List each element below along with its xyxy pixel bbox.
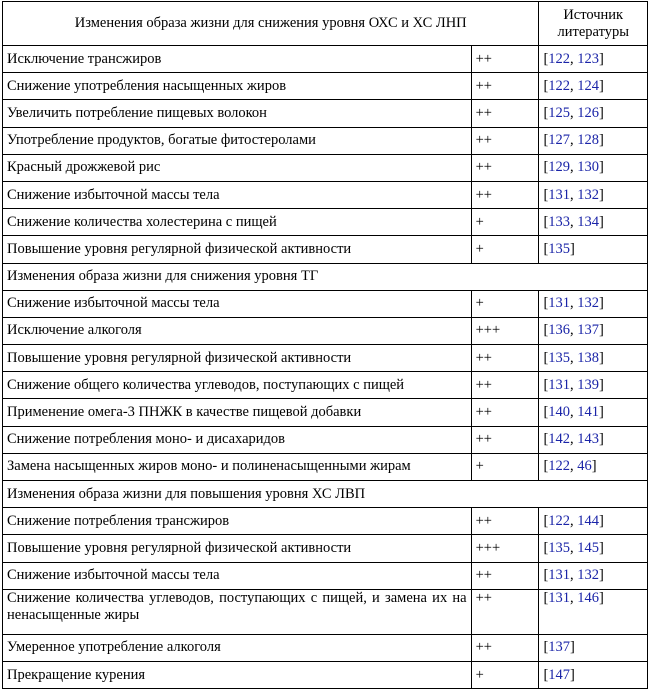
- measure-text: Исключение трансжиров: [3, 46, 472, 73]
- reference-link[interactable]: 131: [548, 295, 571, 312]
- section-header-row: [3, 481, 648, 508]
- table-row: [3, 562, 648, 589]
- references-cell: [131, 132]: [539, 290, 648, 317]
- references-cell: [122, 144]: [539, 508, 648, 535]
- lifestyle-table: [2, 1, 648, 689]
- references-cell: [135, 138]: [539, 345, 648, 372]
- table-row: [3, 372, 648, 399]
- evidence-mark: +: [471, 209, 539, 236]
- reference-link[interactable]: 141: [577, 404, 600, 421]
- evidence-mark: ++: [471, 399, 539, 426]
- references-cell: [147]: [539, 661, 648, 688]
- evidence-mark: ++: [471, 426, 539, 453]
- references-cell: [140, 141]: [539, 399, 648, 426]
- measure-text: Повышение уровня регулярной физической активности: [3, 535, 472, 562]
- evidence-mark: +: [471, 453, 539, 480]
- evidence-mark: +: [471, 661, 539, 688]
- table-row: [3, 508, 648, 535]
- section-header-row: [3, 263, 648, 290]
- header-source: Источник литературы: [539, 2, 648, 46]
- reference-link[interactable]: 146: [577, 589, 600, 606]
- references-cell: [122, 46]: [539, 453, 648, 480]
- evidence-mark: +: [471, 290, 539, 317]
- measure-text: Применение омега-3 ПНЖК в качестве пищевой добавки: [3, 399, 472, 426]
- measure-text: Снижение общего количества углеводов, поступающих с пищей: [3, 372, 472, 399]
- measure-text: Замена насыщенных жиров моно- и полиненасыщенными жирам: [3, 453, 472, 480]
- evidence-mark: ++: [471, 181, 539, 208]
- reference-link[interactable]: 127: [548, 132, 571, 149]
- evidence-mark: +: [471, 236, 539, 263]
- measure-text: Снижение избыточной массы тела: [3, 290, 472, 317]
- reference-link[interactable]: 135: [548, 240, 571, 257]
- reference-link[interactable]: 136: [548, 322, 571, 339]
- table-row: [3, 290, 648, 317]
- measure-text: Повышение уровня регулярной физической активности: [3, 345, 472, 372]
- reference-link[interactable]: 125: [548, 104, 571, 121]
- references-cell: [122, 124]: [539, 73, 648, 100]
- reference-link[interactable]: 122: [548, 512, 571, 529]
- header-lifestyle: Изменения образа жизни для снижения уровня ОХС и ХС ЛНП: [3, 2, 539, 46]
- evidence-mark: +++: [471, 535, 539, 562]
- measure-text: Красный дрожжевой рис: [3, 154, 472, 181]
- references-cell: [136, 137]: [539, 317, 648, 344]
- references-cell: [129, 130]: [539, 154, 648, 181]
- reference-link[interactable]: 142: [548, 431, 571, 448]
- evidence-mark: ++: [471, 508, 539, 535]
- measure-text: Умеренное употребление алкоголя: [3, 634, 472, 661]
- references-cell: [122, 123]: [539, 46, 648, 73]
- evidence-mark: ++: [471, 372, 539, 399]
- reference-link[interactable]: 122: [548, 77, 571, 94]
- evidence-mark: ++: [471, 634, 539, 661]
- reference-link[interactable]: 126: [577, 104, 600, 121]
- measure-text: Снижение потребления моно- и дисахаридов: [3, 426, 472, 453]
- references-cell: [133, 134]: [539, 209, 648, 236]
- measure-text: Прекращение курения: [3, 661, 472, 688]
- measure-text: Повышение уровня регулярной физической активности: [3, 236, 472, 263]
- table-row: [3, 209, 648, 236]
- measure-text: Увеличить потребление пищевых волокон: [3, 100, 472, 127]
- reference-link[interactable]: 132: [577, 567, 600, 584]
- measure-text: Снижение избыточной массы тела: [3, 181, 472, 208]
- table-row: [3, 589, 648, 634]
- reference-link[interactable]: 144: [577, 512, 600, 529]
- reference-link[interactable]: 131: [548, 186, 571, 203]
- table-row: [3, 127, 648, 154]
- reference-link[interactable]: 128: [577, 132, 600, 149]
- table-body: [3, 46, 648, 689]
- evidence-mark: ++: [471, 46, 539, 73]
- measure-text: Снижение употребления насыщенных жиров: [3, 73, 472, 100]
- section-title: Изменения образа жизни для снижения уровня ТГ: [3, 263, 648, 290]
- reference-link[interactable]: 139: [577, 376, 600, 393]
- reference-link[interactable]: 135: [548, 539, 571, 556]
- reference-link[interactable]: 131: [548, 567, 571, 584]
- references-cell: [137]: [539, 634, 648, 661]
- table-row: [3, 535, 648, 562]
- reference-link[interactable]: 123: [577, 50, 600, 67]
- section-title: Изменения образа жизни для повышения уровня ХС ЛВП: [3, 481, 648, 508]
- reference-link[interactable]: 137: [548, 639, 571, 656]
- table-row: [3, 154, 648, 181]
- reference-link[interactable]: 134: [577, 213, 600, 230]
- reference-link[interactable]: 143: [577, 431, 600, 448]
- reference-link[interactable]: 135: [548, 349, 571, 366]
- measure-text: Употребление продуктов, богатые фитостеролами: [3, 127, 472, 154]
- reference-link[interactable]: 133: [548, 213, 571, 230]
- evidence-mark: ++: [471, 154, 539, 181]
- references-cell: [125, 126]: [539, 100, 648, 127]
- evidence-mark: ++: [471, 100, 539, 127]
- evidence-mark: ++: [471, 127, 539, 154]
- references-cell: [131, 132]: [539, 181, 648, 208]
- references-cell: [135, 145]: [539, 535, 648, 562]
- table-row: [3, 236, 648, 263]
- table-row: [3, 73, 648, 100]
- measure-text: Снижение потребления трансжиров: [3, 508, 472, 535]
- references-cell: [135]: [539, 236, 648, 263]
- reference-link[interactable]: 131: [548, 376, 571, 393]
- reference-link[interactable]: 124: [577, 77, 600, 94]
- references-cell: [131, 132]: [539, 562, 648, 589]
- reference-link[interactable]: 122: [548, 458, 571, 475]
- table-row: [3, 661, 648, 688]
- reference-link[interactable]: 129: [548, 159, 571, 176]
- references-cell: [142, 143]: [539, 426, 648, 453]
- table-row: [3, 100, 648, 127]
- reference-link[interactable]: 46: [577, 458, 592, 475]
- reference-link[interactable]: 130: [577, 159, 600, 176]
- table-row: [3, 634, 648, 661]
- references-cell: [131, 139]: [539, 372, 648, 399]
- measure-text: Снижение количества холестерина с пищей: [3, 209, 472, 236]
- references-cell: [131, 146]: [539, 589, 648, 634]
- evidence-mark: ++: [471, 589, 539, 634]
- table-row: [3, 317, 648, 344]
- table-row: [3, 181, 648, 208]
- table-row: [3, 426, 648, 453]
- reference-link[interactable]: 147: [548, 666, 571, 683]
- table-row: [3, 345, 648, 372]
- reference-link[interactable]: 132: [577, 295, 600, 312]
- reference-link[interactable]: 145: [577, 539, 600, 556]
- reference-link[interactable]: 131: [548, 589, 571, 606]
- reference-link[interactable]: 132: [577, 186, 600, 203]
- evidence-mark: ++: [471, 73, 539, 100]
- evidence-mark: ++: [471, 562, 539, 589]
- measure-text: Снижение избыточной массы тела: [3, 562, 472, 589]
- header-row: [3, 2, 648, 46]
- evidence-mark: +++: [471, 317, 539, 344]
- table-row: [3, 453, 648, 480]
- table-row: [3, 399, 648, 426]
- measure-text: Снижение количества углеводов, поступающих с пищей, и замена их на ненасыщенные жиры: [3, 589, 472, 634]
- reference-link[interactable]: 122: [548, 50, 571, 67]
- table-row: [3, 46, 648, 73]
- reference-link[interactable]: 138: [577, 349, 600, 366]
- measure-text: Исключение алкоголя: [3, 317, 472, 344]
- reference-link[interactable]: 140: [548, 404, 571, 421]
- reference-link[interactable]: 137: [577, 322, 600, 339]
- references-cell: [127, 128]: [539, 127, 648, 154]
- evidence-mark: ++: [471, 345, 539, 372]
